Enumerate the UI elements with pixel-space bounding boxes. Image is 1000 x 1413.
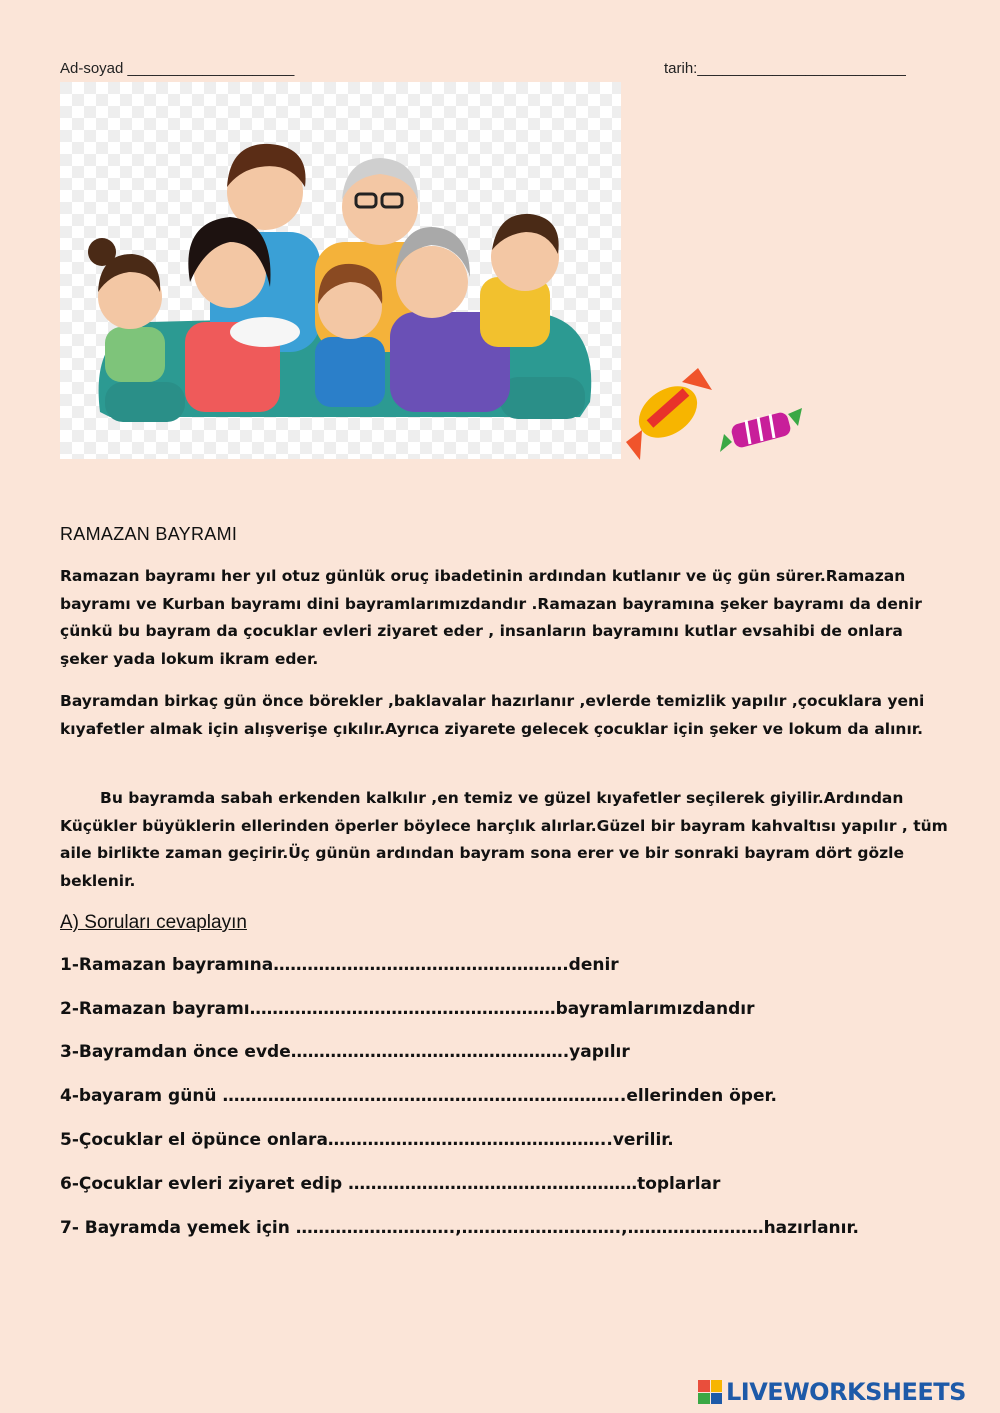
family-illustration: [60, 82, 621, 459]
question-7: 7- Bayramda yemek için ……………………….,……………………….,……………………hazırlanır.: [60, 1218, 859, 1238]
question-4: 4-bayaram günü ……………………………………………………………..ellerinden öper.: [60, 1086, 777, 1106]
section-title: A) Soruları cevaplayın: [60, 912, 247, 933]
question-1: 1-Ramazan bayramına…………………………………………….denir: [60, 955, 619, 975]
paragraph-1: Ramazan bayramı her yıl otuz günlük oruç ibadetinin ardından kutlanır ve üç gün sürer.Ramazan bayramı ve Kurban bayramı dini bayramlarımızdandır .Ramazan bayramına şeker bayramı da denir çünkü bu bayram da çocuklar evleri ziyaret eder , insanların bayramını kutlar evsahibi de onlara şeker yada lokum ikram eder.: [60, 567, 922, 668]
question-5: 5-Çocuklar el öpünce onlara…………………………………………..verilir.: [60, 1130, 674, 1150]
page-title: RAMAZAN BAYRAMI: [60, 524, 238, 544]
liveworksheets-logo: [698, 1378, 966, 1406]
candy-purple-icon: [718, 404, 804, 456]
paragraph-3: Bu bayramda sabah erkenden kalkılır ,en temiz ve güzel kıyafetler seçilerek giyilir.Ardından Küçükler büyüklerin ellerinden öperler böylece harçlık alırlar.Güzel bir bayram kahvaltısı yapılır , tüm aile birlikte zaman geçirir.Üç günün ardından bayram sona erer ve bir sonraki bayram dört gözle beklenir.: [60, 789, 948, 890]
candy-orange-icon: [620, 360, 720, 464]
question-6: 6-Çocuklar evleri ziyaret edip ……………………………………………toplarlar: [60, 1174, 721, 1194]
paragraph-2: Bayramdan birkaç gün önce börekler ,baklavalar hazırlanır ,evlerde temizlik yapılır ,çocuklara yeni kıyafetler almak için alışverişe çıkılır.Ayrıca ziyarete gelecek çocuklar için şeker ve lokum da alınır.: [60, 692, 925, 738]
question-2: 2-Ramazan bayramı………………………………………………bayramlarımızdandır: [60, 999, 755, 1019]
logo-text: LIVEWORKSHEETS: [726, 1378, 966, 1406]
date-field-label: tarih:_________________________: [664, 60, 906, 77]
question-3: 3-Bayramdan önce evde………………………………………….yapılır: [60, 1042, 630, 1062]
liveworksheets-logo-icon: [698, 1380, 722, 1404]
name-field-label: Ad-soyad ____________________: [60, 60, 295, 77]
